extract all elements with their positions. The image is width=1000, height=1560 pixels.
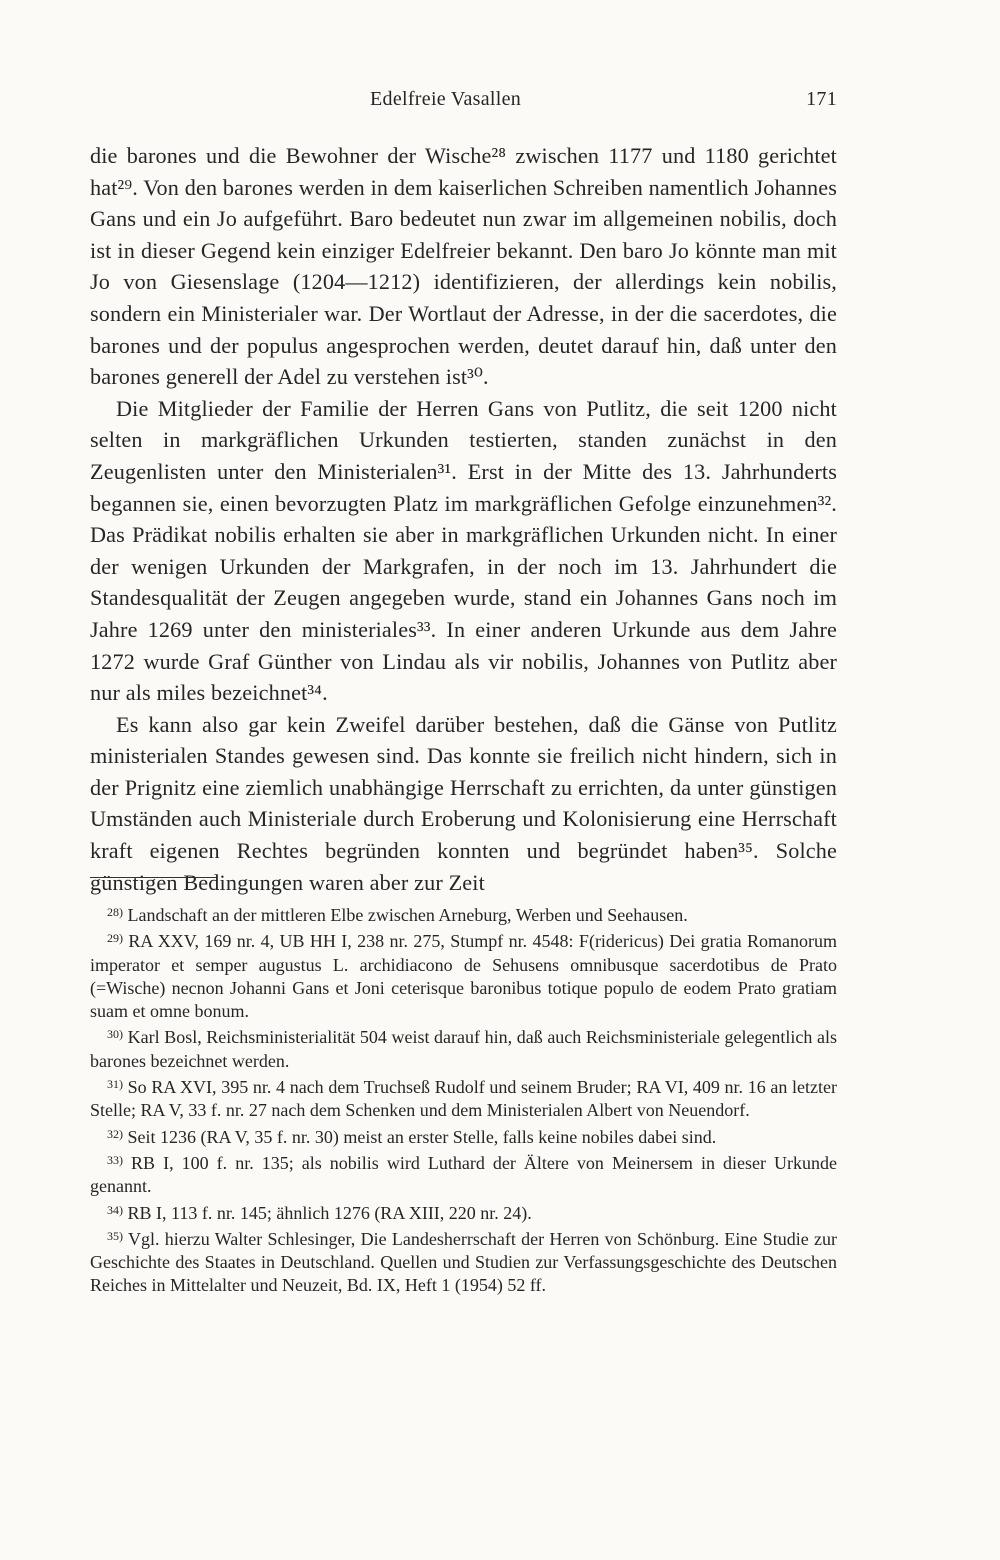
footnote-33 [90, 1149, 837, 1199]
footnotes [90, 901, 837, 1298]
footnote-text: Karl Bosl, Reichsministerialität 504 weist darauf hin, daß auch Reichsministeriale gelegentlich als barones bezeichnet werden. [90, 1027, 838, 1071]
footnote-30 [90, 1023, 837, 1073]
paragraph-2: Die Mitglieder der Familie der Herren Gans von Putlitz, die seit 1200 nicht selten in markgräflichen Urkunden testierten, standen zunächst in den Zeugenlisten unter den Ministerialen³¹. Erst in der Mitte des 13. Jahrhunderts begannen sie, einen bevorzugten Platz im markgräflichen Gefolge einzunehmen³². Das Prädikat nobilis erhalten sie aber in markgräflichen Urkunden nicht. In einer der wenigen Urkunden der Markgrafen, in der noch im 13. Jahrhundert die Standesqualität der Zeugen angegeben wurde, stand ein Johannes Gans noch im Jahre 1269 unter den ministeriales³³. In einer anderen Urkunde aus dem Jahre 1272 wurde Graf Günther von Lindau als vir nobilis, Johannes von Putlitz aber nur als miles bezeichnet³⁴. [90, 395, 837, 706]
footnote-number: 35) [107, 1228, 123, 1243]
footnote-31 [90, 1073, 837, 1123]
paragraph-3: Es kann also gar kein Zweifel darüber bestehen, daß die Gänse von Putlitz ministerialen Standes gewesen sind. Das konnte sie freilich nicht hindern, sich in der Prignitz eine ziemlich unabhängige Herrschaft zu errichten, da unter günstigen Umständen auch Ministeriale durch Eroberung und Kolonisierung eine Herrschaft kraft eigenen Rechtes begründen konnten und begründet haben³⁵. Solche günstigen Bedingungen waren aber zur Zeit [90, 711, 837, 895]
footnote-number: 34) [107, 1202, 123, 1217]
footnote-29 [90, 927, 837, 1023]
footnote-text: So RA XVI, 395 nr. 4 nach dem Truchseß Rudolf und seinem Bruder; RA VI, 409 nr. 16 an letzter Stelle; RA V, 33 f. nr. 27 nach dem Schenken und dem Ministerialen Albert von Neuendorf. [90, 1077, 837, 1121]
footnote-number: 32) [107, 1126, 123, 1141]
footnote-text: RB I, 100 f. nr. 135; als nobilis wird Luthard der Ältere von Meinersem in dieser Urkunde genannt. [90, 1152, 838, 1197]
footnote-28 [90, 901, 837, 927]
footnote-divider [90, 877, 216, 878]
footnote-35 [90, 1225, 837, 1298]
footnote-number: 29) [107, 931, 123, 946]
footnote-number: 31) [107, 1077, 123, 1092]
paragraph-1: die barones und die Bewohner der Wische²⁸ zwischen 1177 und 1180 gerichtet hat²⁹. Von den barones werden in dem kaiserlichen Schreiben namentlich Johannes Gans und ein Jo aufgeführt. Baro bedeutet nun zwar im allgemeinen nobilis, doch ist in dieser Gegend kein einziger Edelfreier bekannt. Den baro Jo könnte man mit Jo von Giesenslage (1204—1212) identifizieren, der allerdings kein nobilis, sondern ein Ministerialer war. Der Wortlaut der Adresse, in der die sacerdotes, die barones und der populus angesprochen werden, deutet darauf hin, daß unter den barones generell der Adel zu verstehen ist³⁰. [90, 143, 837, 390]
footnote-text: Vgl. hierzu Walter Schlesinger, Die Landesherrschaft der Herren von Schönburg. Eine Studie zur Geschichte des Staates in Deutschland. Quellen und Studien zur Verfassungsgeschichte des Deutschen Reiches in Mittelalter und Neuzeit, Bd. IX, Heft 1 (1954) 52 ff. [90, 1228, 837, 1296]
footnote-text: RB I, 113 f. nr. 145; ähnlich 1276 (RA XIII, 220 nr. 24). [127, 1202, 532, 1223]
main-text [90, 140, 837, 898]
footnote-32 [90, 1123, 837, 1149]
footnote-text: RA XXV, 169 nr. 4, UB HH I, 238 nr. 275, Stumpf nr. 4548: F(ridericus) Dei gratia Romanorum imperator et semper augustus L. archidiacono de Sehusens omnibusque sacerdotibus de Prato (=Wische) necnon Johanni Gans et Joni ceterisque baronibus totique populo de eodem Prato gratiam suam et omne bonum. [90, 931, 838, 1022]
footnote-number: 33) [107, 1152, 123, 1167]
footnote-number: 30) [107, 1027, 123, 1042]
running-head: Edelfreie Vasallen [370, 88, 522, 110]
footnote-34 [90, 1199, 837, 1225]
footnote-number: 28) [107, 905, 123, 919]
page-number: 171 [806, 88, 837, 110]
footnote-text: Seit 1236 (RA V, 35 f. nr. 30) meist an erster Stelle, falls keine nobiles dabei sind. [127, 1126, 717, 1147]
footnote-text: Landschaft an der mittleren Elbe zwischen Arneburg, Werben und Seehausen. [127, 905, 688, 925]
